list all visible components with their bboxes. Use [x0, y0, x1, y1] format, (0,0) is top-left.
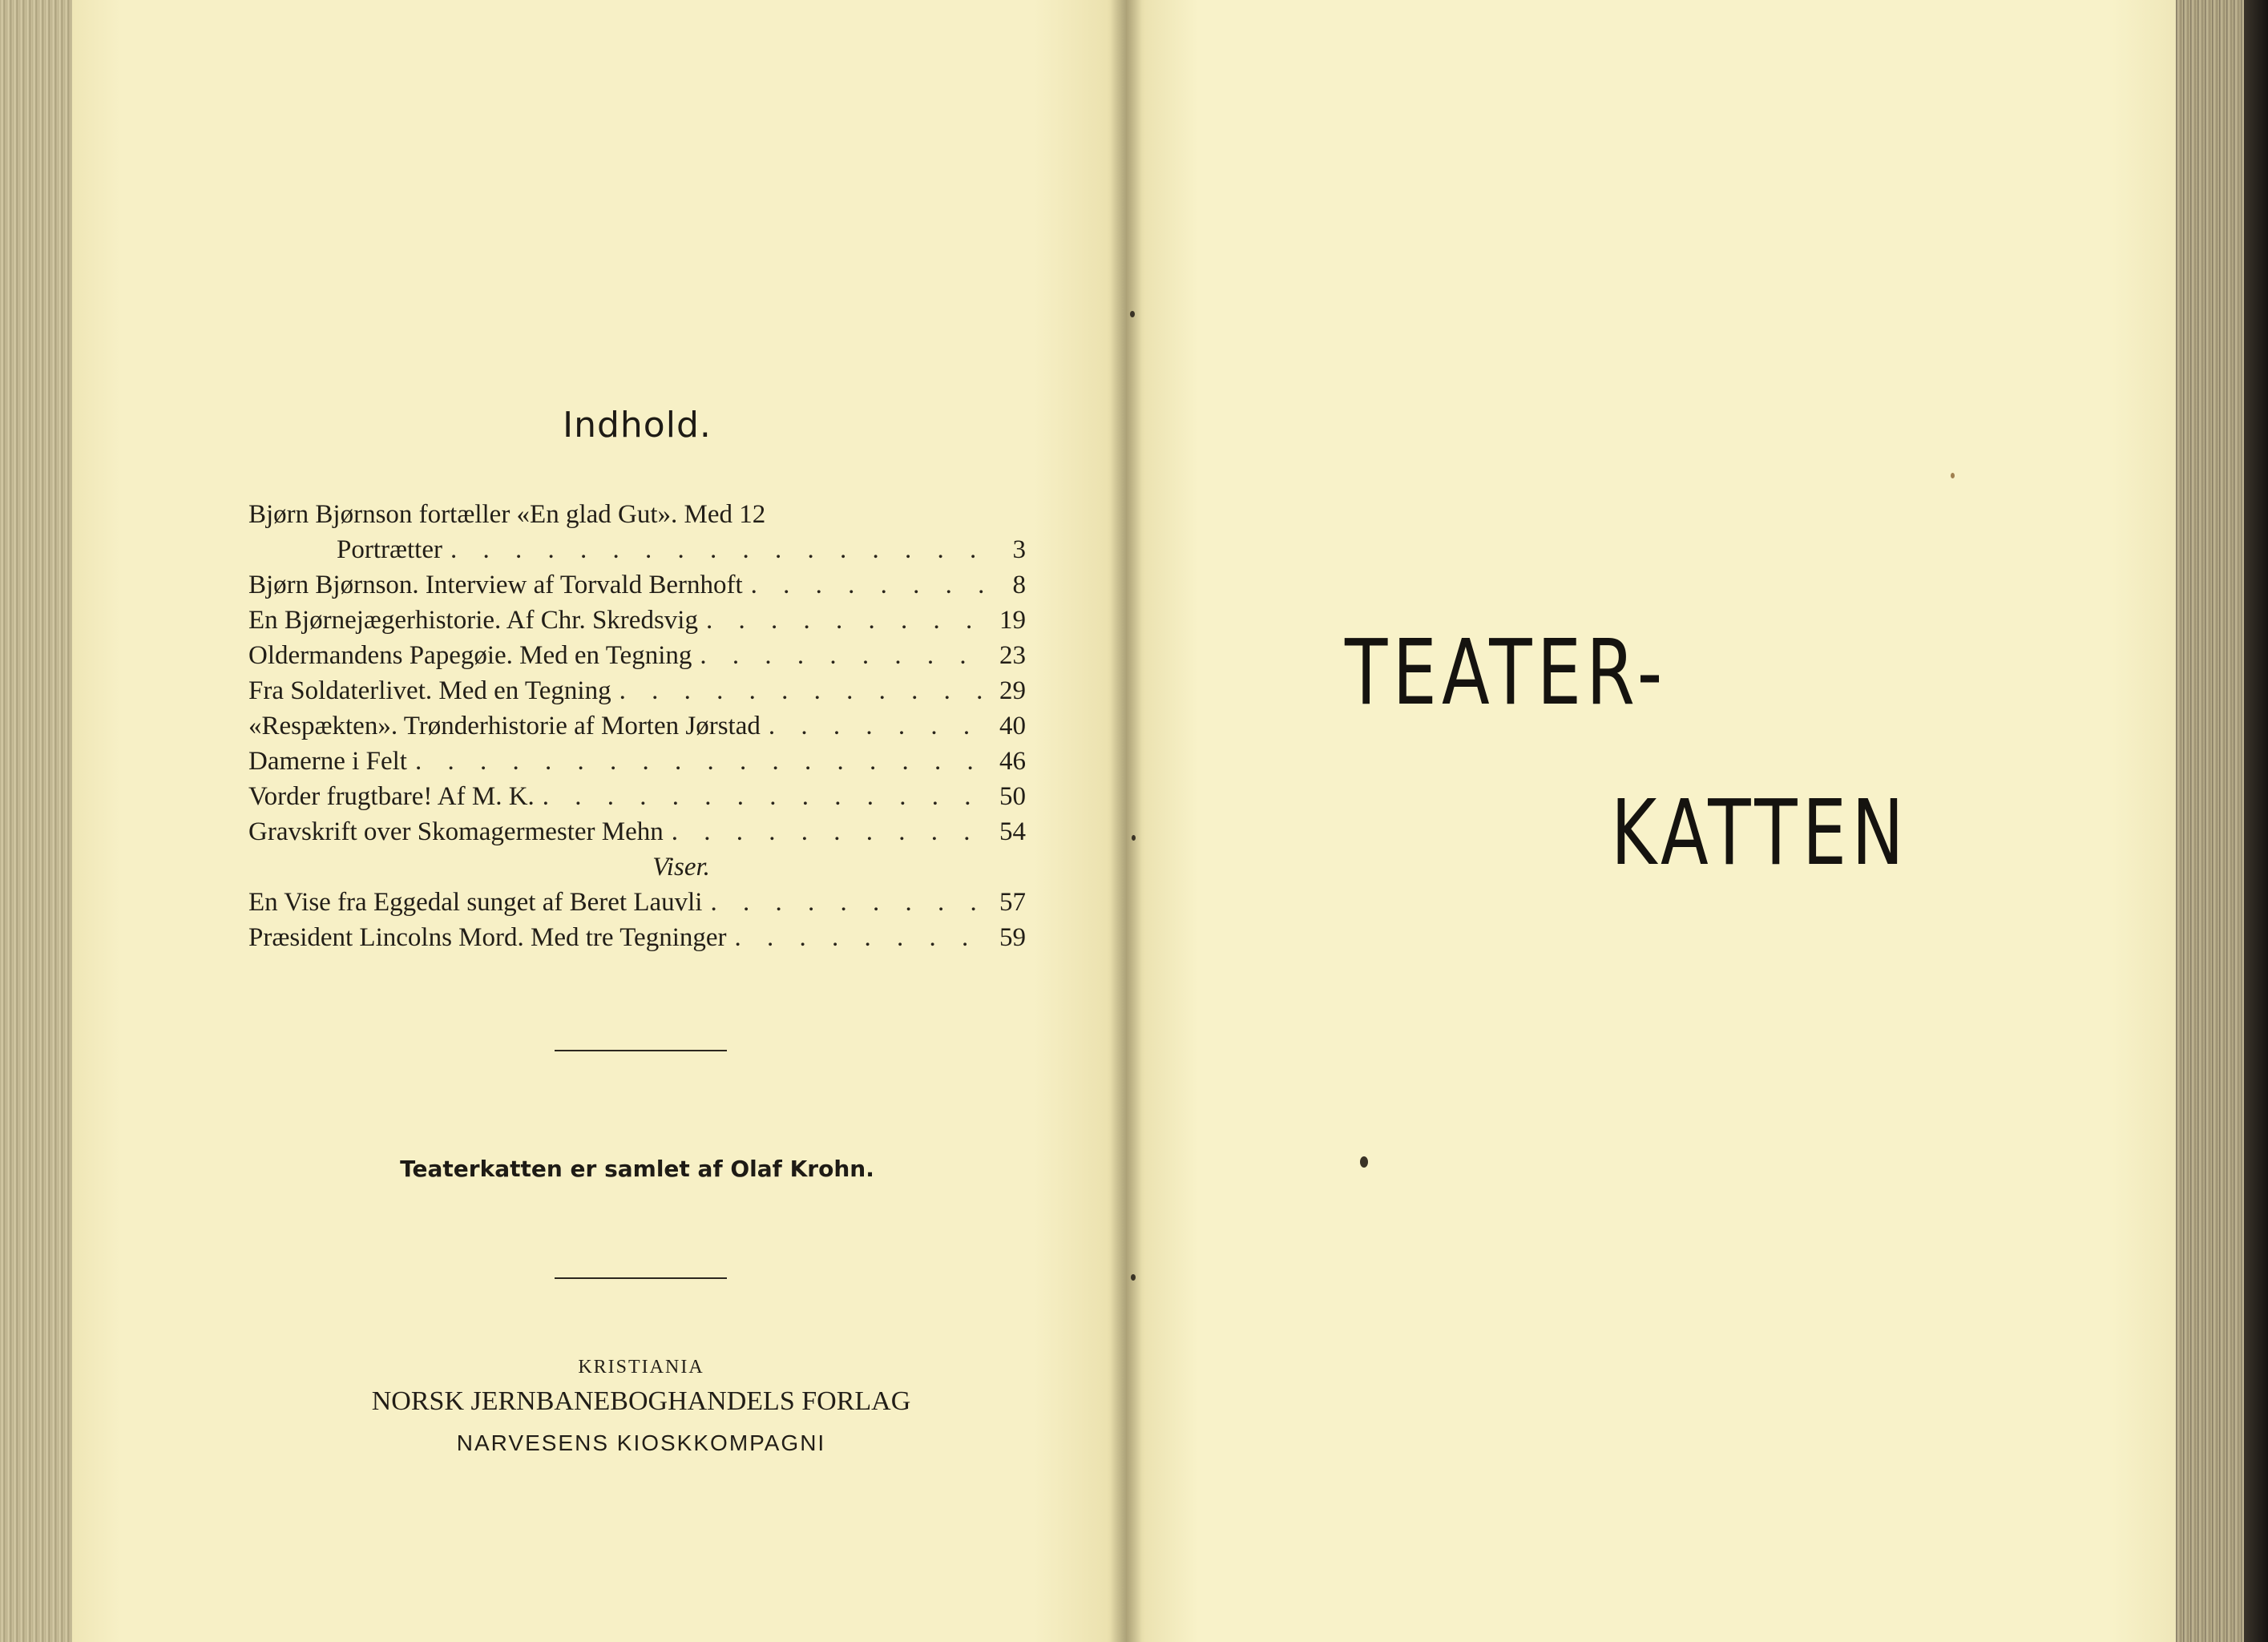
- toc-entry-title: Portrætter: [337, 535, 442, 564]
- page-edges-right: [2176, 0, 2268, 1642]
- toc-leader-dots: [706, 603, 991, 638]
- toc-entry: [248, 708, 1026, 744]
- toc-heading: Indhold.: [563, 405, 712, 446]
- toc-entry-page: 57: [999, 888, 1026, 917]
- toc-entry-page: 46: [999, 747, 1026, 776]
- toc-entry-title: Bjørn Bjørnson fortæller «En glad Gut». Med 12: [248, 500, 766, 529]
- publisher-name: NORSK JERNBANEBOGHANDELS FORLAG: [371, 1386, 911, 1416]
- publisher-city: KRISTIANIA: [578, 1357, 704, 1378]
- toc-entry-page: 54: [999, 817, 1026, 846]
- toc-leader-dots: [672, 814, 991, 849]
- toc-entry: [248, 814, 1026, 849]
- print-speck: [1951, 473, 1955, 478]
- toc-entry: [248, 638, 1026, 673]
- toc-entry-title: Fra Soldaterlivet. Med en Tegning: [248, 676, 611, 705]
- toc-entry: [248, 532, 1026, 567]
- table-of-contents: [248, 497, 1026, 955]
- toc-leader-dots: [543, 779, 991, 814]
- print-speck: [1132, 835, 1136, 841]
- toc-entry-page: 29: [999, 676, 1026, 705]
- publisher-subtitle: NARVESENS KIOSKKOMPAGNI: [456, 1430, 826, 1455]
- toc-entry-page: 59: [999, 923, 1026, 952]
- compiler-note: Teaterkatten er samlet af Olaf Krohn.: [400, 1156, 874, 1182]
- toc-leader-dots: [710, 885, 991, 920]
- toc-entry-page: 40: [999, 712, 1026, 740]
- toc-entry: [248, 744, 1026, 779]
- toc-entry-page: 3: [1012, 535, 1026, 564]
- toc-entry-title: En Bjørnejægerhistorie. Af Chr. Skredsvig: [248, 606, 698, 635]
- toc-entry-title: Gravskrift over Skomagermester Mehn: [248, 817, 664, 846]
- toc-leader-dots: [751, 567, 991, 603]
- toc-leader-dots: [450, 532, 991, 567]
- print-speck: [1360, 1156, 1368, 1168]
- print-speck: [1130, 311, 1135, 317]
- toc-entry: [248, 603, 1026, 638]
- divider-rule: [555, 1050, 727, 1051]
- toc-leader-dots: [700, 638, 991, 673]
- toc-leader-dots: [619, 673, 991, 708]
- toc-entry-title: Vorder frugtbare! Af M. K.: [248, 782, 535, 811]
- toc-section-label: Viser.: [652, 853, 710, 882]
- toc-entry-page: 8: [1012, 571, 1026, 599]
- toc-entry: [248, 567, 1026, 603]
- divider-rule: [555, 1277, 727, 1279]
- toc-entry-page: 19: [999, 606, 1026, 635]
- toc-entry-title: Damerne i Felt: [248, 747, 407, 776]
- toc-entry-title: «Respækten». Trønderhistorie af Morten Jørstad: [248, 712, 761, 740]
- print-speck: [1131, 1274, 1136, 1281]
- toc-entry-title: En Vise fra Eggedal sunget af Beret Lauvli: [248, 888, 703, 917]
- toc-leader-dots: [735, 920, 991, 955]
- toc-entry-title: Præsident Lincolns Mord. Med tre Tegninger: [248, 923, 727, 952]
- toc-entry-page: 23: [999, 641, 1026, 670]
- toc-entry: [248, 920, 1026, 955]
- toc-leader-dots: [415, 744, 991, 779]
- book-title-line-1: TEATER-: [1345, 621, 1668, 725]
- toc-entry: [248, 497, 1026, 532]
- toc-entry-title: Bjørn Bjørnson. Interview af Torvald Bernhoft: [248, 571, 743, 599]
- toc-entry-title: Oldermandens Papegøie. Med en Tegning: [248, 641, 692, 670]
- toc-entry: [248, 779, 1026, 814]
- book-title-line-2: KATTEN: [1611, 781, 1909, 886]
- toc-leader-dots: [769, 708, 991, 744]
- toc-entry: [248, 673, 1026, 708]
- toc-entry-page: 50: [999, 782, 1026, 811]
- toc-entry: [248, 885, 1026, 920]
